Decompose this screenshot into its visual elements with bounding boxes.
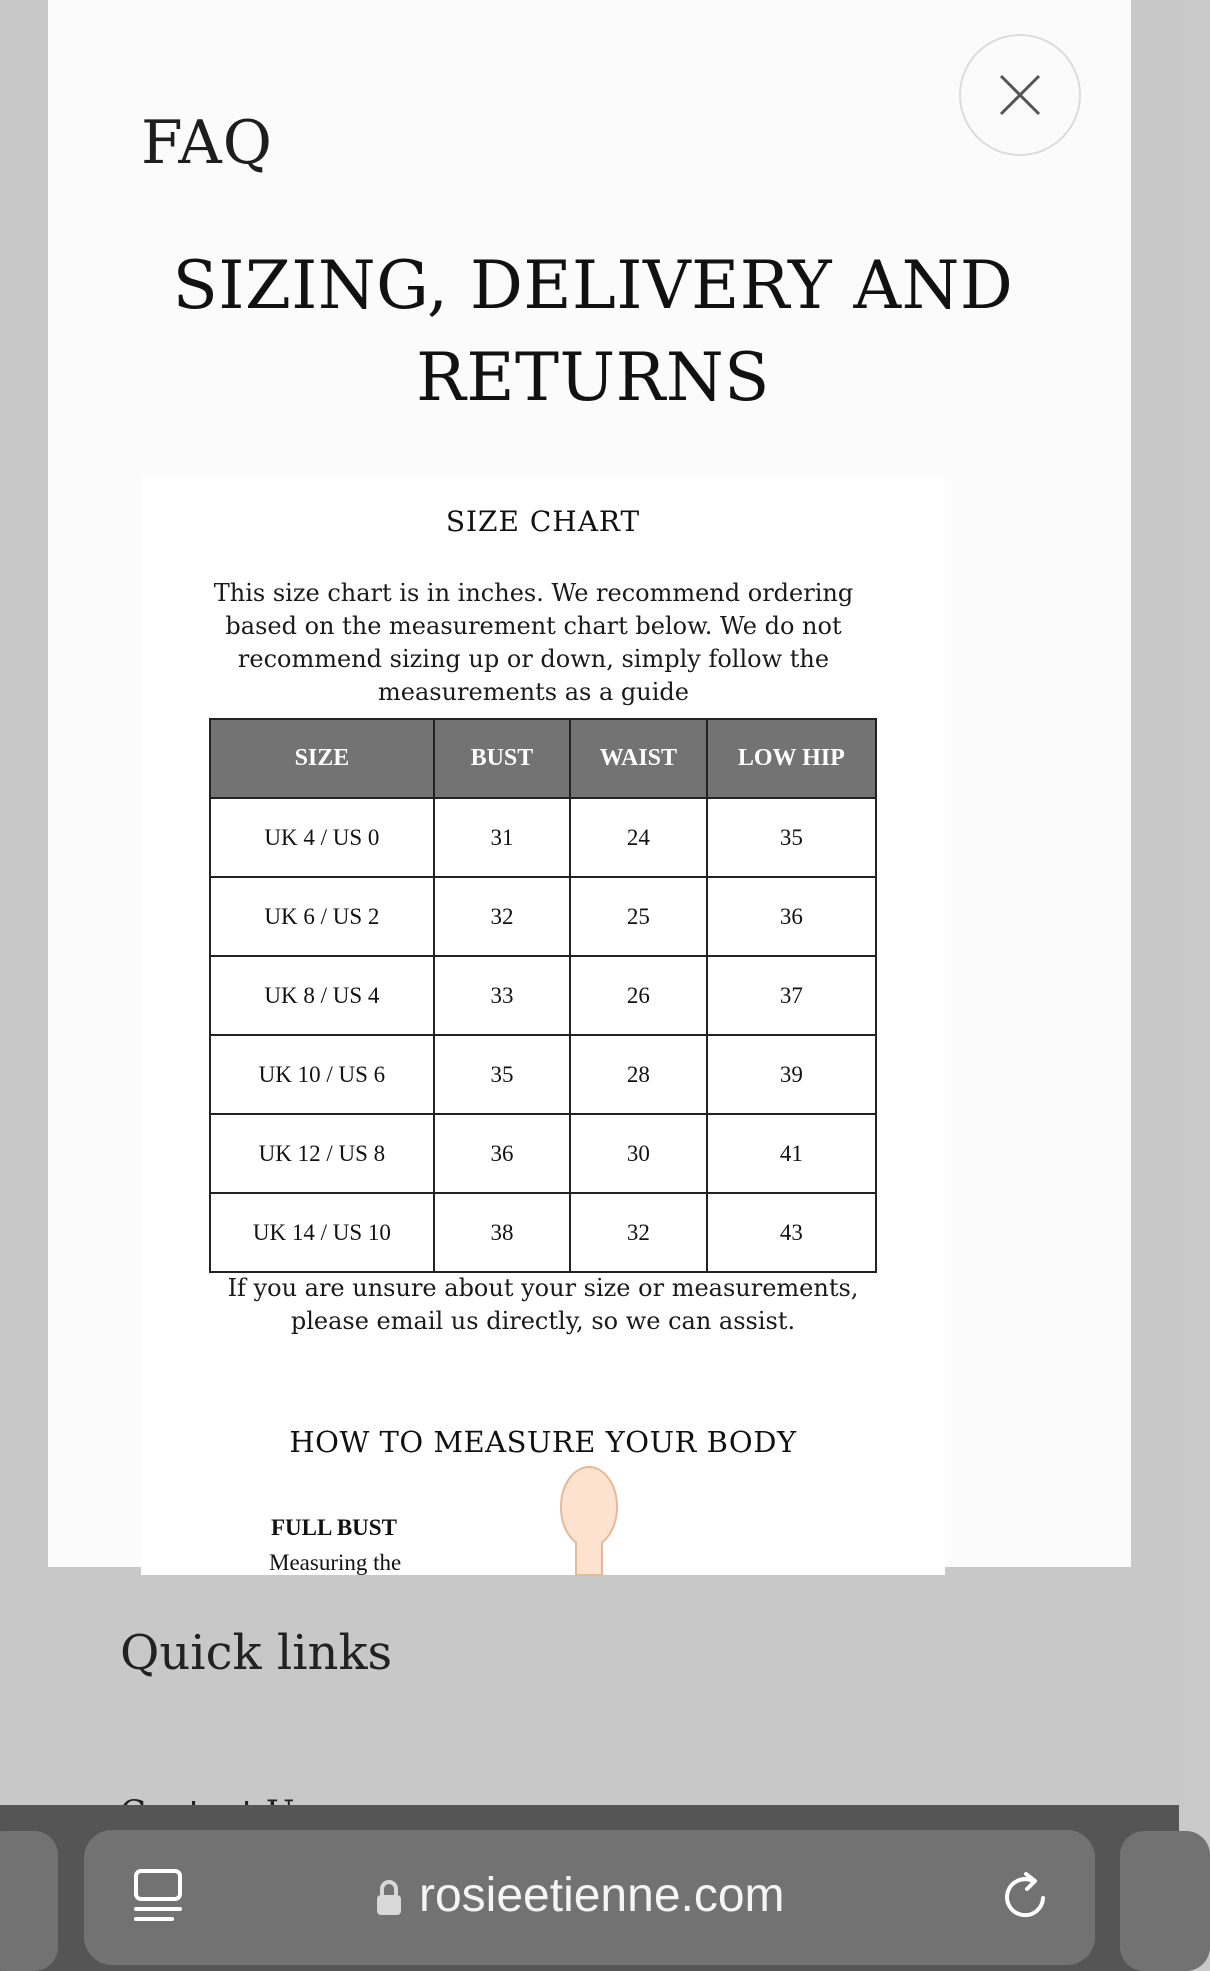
cell-waist: 30 xyxy=(570,1114,707,1193)
col-header-waist: WAIST xyxy=(570,719,707,798)
cell-low-hip: 37 xyxy=(707,956,876,1035)
cell-bust: 38 xyxy=(434,1193,570,1272)
address-bar[interactable] xyxy=(84,1830,1095,1965)
full-bust-description: Measuring the xyxy=(269,1550,402,1575)
table-row xyxy=(210,1114,876,1193)
table-row xyxy=(210,956,876,1035)
section-title-line1: SIZING, DELIVERY AND xyxy=(172,247,1014,324)
faq-modal xyxy=(48,0,1131,1575)
cell-low-hip: 41 xyxy=(707,1114,876,1193)
col-header-low-hip: LOW HIP xyxy=(707,719,876,798)
cell-bust: 31 xyxy=(434,798,570,877)
cell-low-hip: 39 xyxy=(707,1035,876,1114)
size-chart-outro: If you are unsure about your size or measurements, please email us directly, so we can assist. xyxy=(227,1274,859,1335)
size-chart-heading: SIZE CHART xyxy=(445,505,641,538)
previous-tab-preview[interactable] xyxy=(0,1831,58,1971)
close-button[interactable] xyxy=(959,34,1081,156)
cell-size: UK 10 / US 6 xyxy=(210,1035,434,1114)
cell-size: UK 6 / US 2 xyxy=(210,877,434,956)
cell-bust: 32 xyxy=(434,877,570,956)
cell-size: UK 12 / US 8 xyxy=(210,1114,434,1193)
table-row xyxy=(210,798,876,877)
url-text[interactable]: rosieetienne.com xyxy=(419,1869,785,1922)
col-header-size: SIZE xyxy=(210,719,434,798)
size-chart-intro: This size chart is in inches. We recommend ordering based on the measurement chart below. We do not recommend sizing up or down, simply follow the measurements as a guide xyxy=(213,579,854,706)
cell-waist: 25 xyxy=(570,877,707,956)
table-header-row xyxy=(210,719,876,798)
cell-low-hip: 43 xyxy=(707,1193,876,1272)
section-title-line2: RETURNS xyxy=(416,339,770,416)
cell-waist: 24 xyxy=(570,798,707,877)
col-header-bust: BUST xyxy=(434,719,570,798)
body-figure-icon xyxy=(556,1465,622,1575)
full-bust-label: FULL BUST xyxy=(271,1515,397,1540)
cell-bust: 33 xyxy=(434,956,570,1035)
cell-size: UK 4 / US 0 xyxy=(210,798,434,877)
quick-links-heading: Quick links xyxy=(120,1625,393,1681)
faq-title: FAQ xyxy=(141,108,273,178)
tabs-icon[interactable] xyxy=(132,1867,184,1927)
browser-toolbar xyxy=(0,1805,1179,1971)
cell-size: UK 14 / US 10 xyxy=(210,1193,434,1272)
cell-waist: 26 xyxy=(570,956,707,1035)
reload-icon[interactable] xyxy=(999,1866,1055,1926)
cell-low-hip: 35 xyxy=(707,798,876,877)
cell-waist: 28 xyxy=(570,1035,707,1114)
table-row xyxy=(210,1035,876,1114)
cell-size: UK 8 / US 4 xyxy=(210,956,434,1035)
close-icon xyxy=(998,73,1042,117)
table-row xyxy=(210,877,876,956)
section-title xyxy=(108,240,1078,424)
measure-heading: HOW TO MEASURE YOUR BODY xyxy=(289,1425,797,1459)
cell-waist: 32 xyxy=(570,1193,707,1272)
next-tab-preview[interactable] xyxy=(1120,1831,1210,1971)
cell-bust: 36 xyxy=(434,1114,570,1193)
size-table xyxy=(209,718,877,1273)
lock-icon xyxy=(374,1878,404,1918)
cell-low-hip: 36 xyxy=(707,877,876,956)
cell-bust: 35 xyxy=(434,1035,570,1114)
size-chart-card xyxy=(141,475,945,1575)
table-row xyxy=(210,1193,876,1272)
footer-link-contact[interactable] xyxy=(120,1793,312,1805)
